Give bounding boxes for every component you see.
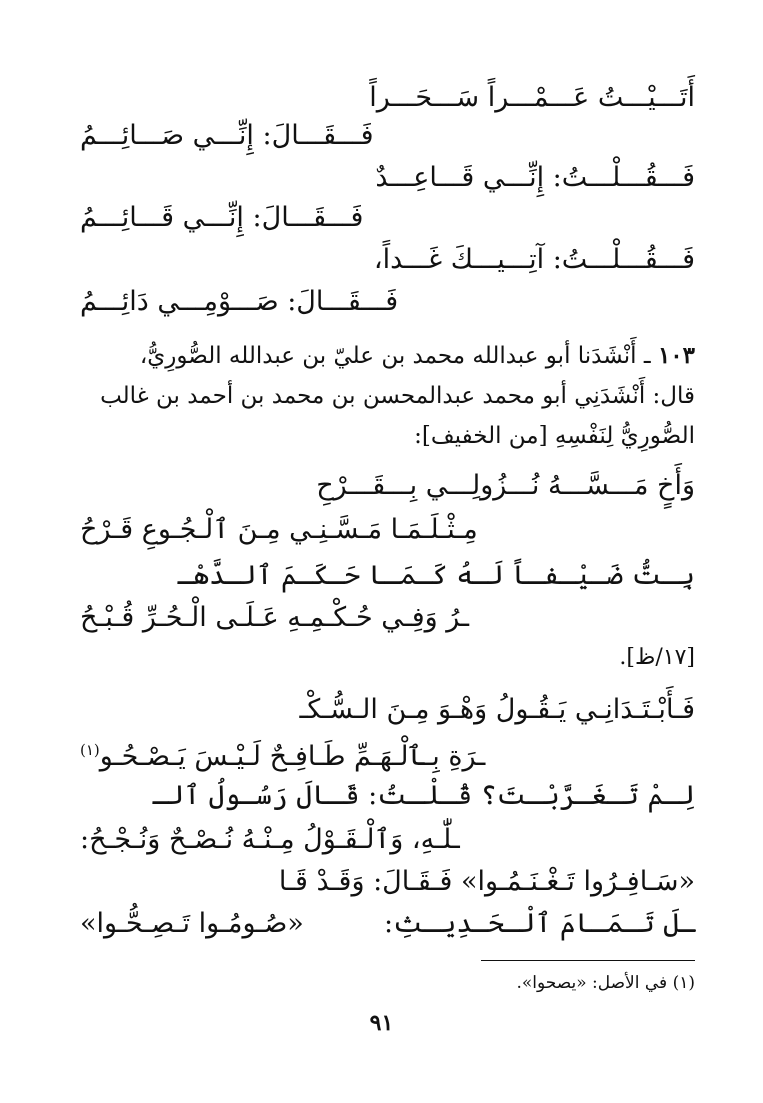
- entry-line-3: الصُّورِيُّ لِنَفْسِهِ [من الخفيف]:: [414, 423, 695, 449]
- poem2-line-1: وَأَخٍ مَـــسَّـــهُ نُـــزُولِـــي بِـــقَـــرْحِ: [316, 470, 695, 501]
- poem3-line-2-text: ـرَةِ بِـٱلْـهَـمِّ طَـافِـحٌ لَـيْـسَ يَـصْـحُـو: [99, 741, 486, 772]
- page-number: ٩١: [369, 1010, 394, 1036]
- poem3-line-4: ـلّٰـهِ، وَٱلْـقَـوْلُ مِـنْـهُ نُـصْـحٌ وَنُـجْـحُ:: [80, 824, 460, 855]
- entry-line-2: قال: أَنْشَدَنِي أبو محمد عبدالمحسن بن محمد بن أحمد بن غالب: [100, 383, 695, 409]
- footnote-reference: (١): [80, 741, 100, 759]
- entry-number: ١٠٣: [657, 342, 695, 369]
- poem1-line-4: فَـــقَـــالَ: إِنِّـــي قَـــائِـــمُ: [80, 202, 364, 233]
- poem1-line-3: فَـــقُـــلْـــتُ: إِنِّـــي قَـــاعِـــدٌ: [375, 162, 695, 193]
- poem2-line-3: بِـتُّ ضَـيْـفـاً لَـهُ كَـمَـا حَـكَـمَ ٱلـدَّهْـ: [177, 560, 695, 591]
- poem3-line-2: [80, 730, 485, 777]
- footnote: (١) في الأصل: «يصحوا».: [516, 973, 695, 993]
- entry-line-1: [55, 336, 695, 376]
- poem1-line-6: فَـــقَـــالَ: صَـــوْمِـــي دَائِـــمُ: [80, 286, 399, 317]
- poem3-line-1: فَـأَبْـتَـدَانِـي يَـقُـولُ وَهْـوَ مِـنَ الـسُّـكْـ: [299, 694, 695, 725]
- poem1-line-1: أَتَـــيْـــتُ عَـــمْـــراً سَـــحَـــراً: [369, 82, 695, 113]
- poem3-line-6-right: ـلَ تَـمَـامَ ٱلْـحَـدِيـثِ:: [383, 908, 695, 939]
- poem1-line-2: فَـــقَـــالَ: إِنِّـــي صَـــائِـــمُ: [80, 120, 374, 151]
- poem2-line-2: مِـثْـلَـمَـا مَـسَّـنِـي مِـنَ ٱلْـجُـوعِ قَـرْحُ: [80, 514, 478, 545]
- poem3-line-6-left: «صُـومُـوا تَـصِـحُّـوا»: [80, 908, 304, 939]
- poem3-line-5: «سَـافِـرُوا تَـغْـنَـمُـوا» فَـقَـالَ: وَقَـدْ قَـا: [278, 866, 695, 897]
- folio-mark: [١٧/ظ].: [619, 645, 695, 670]
- footnote-rule: [481, 960, 695, 961]
- poem3-line-3: لِـمْ تَـغَـرَّبْـتَ؟ قُـلْـتُ: قَـالَ رَسُـولُ ٱلـ: [152, 780, 695, 811]
- poem2-line-4: ـرُ وَفِـي حُـكْـمِـهِ عَـلَـى الْـحُـرِّ قُـبْـحُ: [80, 602, 470, 633]
- entry-line-1-text: ـ أَنْشَدَنا أبو عبدالله محمد بن عليّ بن عبدالله الصُّورِيُّ،: [139, 343, 651, 369]
- poem1-line-5: فَـــقُـــلْـــتُ: آتِـــيـــكَ غَـــداً،: [373, 244, 695, 275]
